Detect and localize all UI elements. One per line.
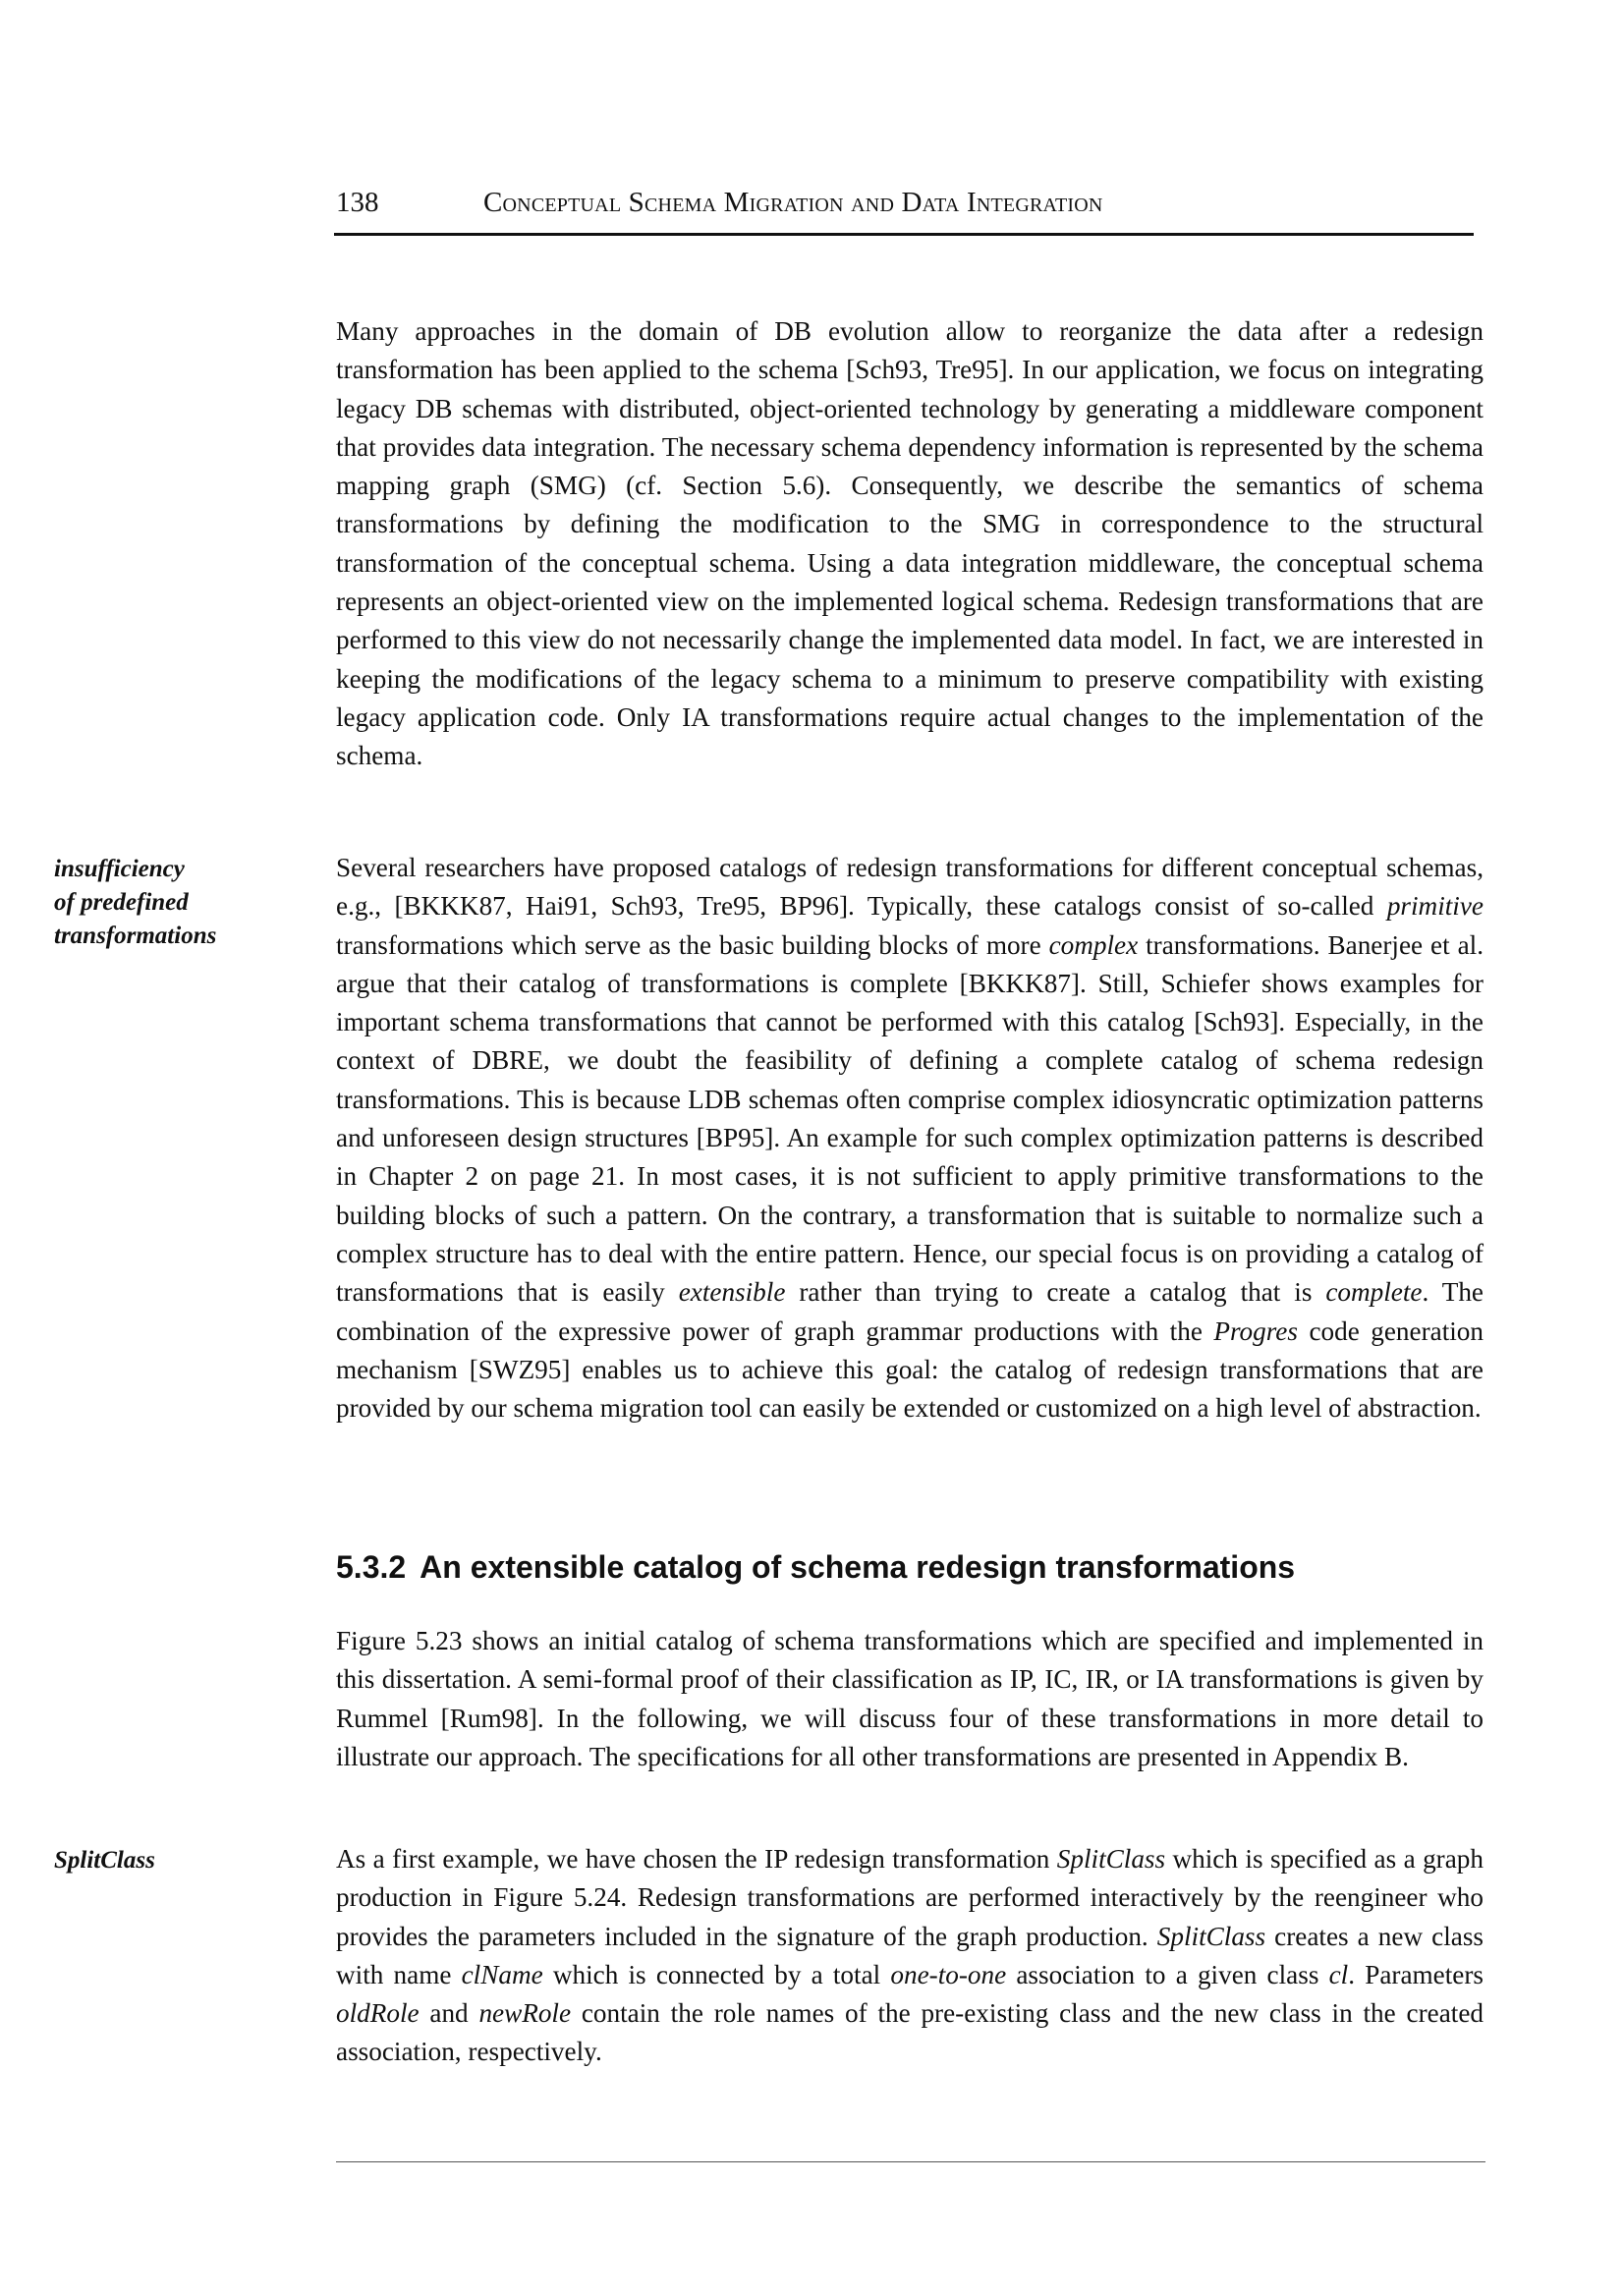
text-run: which is specified as a graph production in Figure 5.24. Redesign transformations are performed interactively by the reengineer who provides the parameters included in the signature of the graph production. (336, 1844, 1484, 1951)
running-title: Conceptual Schema Migration and Data Integration (483, 187, 1103, 218)
margin-note-line: of predefined (54, 889, 189, 916)
text-run: rather than trying to create a catalog that is (785, 1277, 1326, 1308)
text-run: code generation mechanism [SWZ95] enables us to achieve this goal: the catalog of redesign transformations that are provided by our schema migration tool can easily be extended or customized on a high level of abstraction. (336, 1315, 1484, 1424)
text-run: association to a given class (1006, 1959, 1329, 1989)
paragraph-db-evolution (336, 312, 1484, 776)
emphasized-text: SplitClass (1056, 1844, 1166, 1874)
paragraph-catalogs (336, 849, 1484, 1427)
section-heading (336, 1549, 1295, 1586)
emphasized-text: cl (1328, 1959, 1349, 1989)
margin-note-insufficiency (54, 853, 280, 953)
emphasized-text: primitive (1386, 891, 1484, 922)
text-run: Several researchers have proposed catalogs of redesign transformations for different conceptual schemas, e.g., [BKKK87, Hai91, Sch93, Tre95, BP96]. Typically, these catalogs consist of so-called (336, 853, 1484, 922)
text-run: which is connected by a total (542, 1959, 891, 1989)
text-run: contain the role names of the pre-existing class and the new class in the created association, respectively. (336, 1998, 1484, 2067)
text-run: transformations which serve as the basic building blocks of more (336, 929, 1049, 960)
margin-note-line: SplitClass (54, 1847, 155, 1874)
emphasized-text: Progres (1213, 1315, 1298, 1346)
margin-note-line: insufficiency (54, 856, 185, 882)
emphasized-text: complex (1048, 929, 1139, 960)
text-run: transformations. Banerjee et al. argue that their catalog of transformations is complete [BKKK87]. Still, Schiefer shows examples for important schema transformations that cannot be performed with this catalog [Sch93]. Especially, in the context of DBRE, we doubt the feasibility of defining a complete catalog of schema redesign transformations. This is because LDB schemas often comprise complex idiosyncratic optimization patterns and unforeseen design structures [BP95]. An example for such complex optimization patterns is described in Chapter 2 on page 21. In most cases, it is not sufficient to apply primitive transformations to the building blocks of such a pattern. On the contrary, a transformation that is suitable to normalize such a complex structure has to deal with the entire pattern. Hence, our special focus is on providing a catalog of transformations that is easily (336, 929, 1484, 1308)
emphasized-text: one-to-one (890, 1959, 1007, 1989)
text-run: As a first example, we have chosen the IP redesign transformation (336, 1844, 1057, 1874)
emphasized-text: SplitClass (1156, 1921, 1266, 1951)
emphasized-text: clName (461, 1959, 543, 1989)
section-title: An extensible catalog of schema redesign transformations (420, 1549, 1296, 1585)
text-run: Figure 5.23 shows an initial catalog of schema transformations which are specified and implemented in this dissertation. A semi-formal proof of their classification as IP, IC, IR, or IA transformations is given by Rummel [Rum98]. In the following, we will discuss four of these transformations in more detail to illustrate our approach. The specifications for all other transformations are presented in Appendix B. (336, 1626, 1484, 1771)
paragraph-figure-5-23 (336, 1622, 1484, 1776)
emphasized-text: newRole (478, 1998, 572, 2029)
paragraph-splitclass (336, 1840, 1484, 2072)
text-run: Many approaches in the domain of DB evolution allow to reorganize the data after a redesign transformation has been applied to the schema [Sch93, Tre95]. In our application, we focus on integrating legacy DB schemas with distributed, object-oriented technology by generating a middleware component that provides data integration. The necessary schema dependency information is represented by the schema mapping graph (SMG) (cf. Section 5.6). Consequently, we describe the semantics of schema transformations by defining the modification to the SMG in correspondence to the structural transformation of the conceptual schema. Using a data integration middleware, the conceptual schema represents an object-oriented view on the implemented logical schema. Redesign transformations that are performed to this view do not necessarily change the implemented data model. In fact, we are interested in keeping the modifications of the legacy schema to a minimum to preserve compatibility with existing legacy application code. Only IA transformations require actual changes to the implementation of the schema. (336, 316, 1484, 771)
text-run: . The combination of the expressive power of graph grammar productions with the (336, 1277, 1484, 1346)
header-rule (334, 233, 1474, 236)
margin-note-line: transformations (54, 923, 217, 949)
page-number: 138 (336, 187, 379, 218)
text-run: . Parameters (1348, 1959, 1484, 1989)
text-run: creates a new class with name (336, 1921, 1484, 1989)
emphasized-text: extensible (678, 1277, 786, 1308)
emphasized-text: complete (1325, 1277, 1423, 1308)
emphasized-text: oldRole (336, 1998, 420, 2029)
footer-rule (336, 2161, 1485, 2162)
margin-note-splitclass (54, 1844, 280, 1877)
text-run: and (419, 1998, 479, 2029)
section-number: 5.3.2 (336, 1549, 407, 1585)
